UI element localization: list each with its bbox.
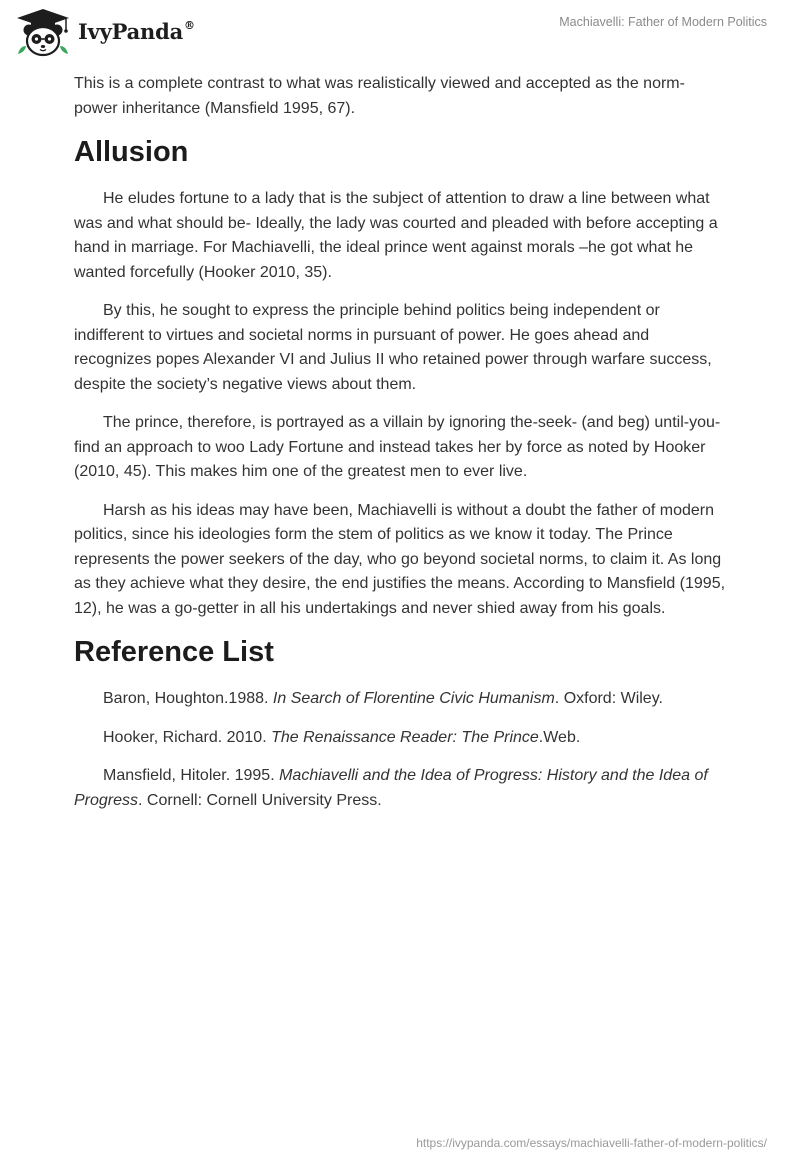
reference-entry: Hooker, Richard. 2010. The Renaissance Reader: The Prince.Web. [103, 728, 581, 746]
body-paragraph: Harsh as his ideas may have been, Machiavelli is without a doubt the father of modern politics, since his ideologies form the stem of politics as we know it today. The Prince represents the power seekers of the day, who go beyond societal norms, to claim it. As long as they achieve what they desire, the end justifies the means. According to Mansfield (1995, 12), he was a go-getter in all his undertakings and never shied away from his goals. [74, 501, 726, 617]
reference-entry: Baron, Houghton.1988. In Search of Florentine Civic Humanism. Oxford: Wiley. [103, 690, 663, 707]
essay-content [74, 72, 726, 827]
brand-name[interactable]: IvyPanda® [78, 19, 195, 44]
body-paragraph: He eludes fortune to a lady that is the subject of attention to draw a line between what was and what should be- Ideally, the lady was courted and pleaded with before accepting a hand in marriage. For Machiavelli, the ideal prince went against morals –he got what he wanted forcefully (Hooker 2010, 35). [74, 190, 718, 281]
intro-paragraph: This is a complete contrast to what was realistically viewed and accepted as the norm- power inheritance (Mansfield 1995, 67). [74, 75, 685, 117]
reference-title: In Search of Florentine Civic Humanism [272, 690, 555, 707]
body-paragraph: The prince, therefore, is portrayed as a villain by ignoring the-seek- (and beg) until-you- find an approach to woo Lady Fortune and instead takes her by force as noted by Hooker (2010, 45). This makes him one of the greatest men to ever live. [74, 414, 721, 480]
reference-title: The Renaissance Reader: The Prince [271, 728, 539, 746]
reference-entry: Mansfield, Hitoler. 1995. Machiavelli and the Idea of Progress: History and the Idea of Progress. Cornell: Cornell University Press. [74, 767, 708, 809]
reference-title: Machiavelli and the Idea of Progress: History and the Idea of Progress [74, 767, 708, 809]
panda-graduate-icon[interactable] [14, 8, 72, 58]
body-paragraph: By this, he sought to express the principle behind politics being independent or indifferent to virtues and societal norms in pursuant of power. He goes ahead and recognizes popes Alexander VI and Julius II who retained power through warfare success, despite the society’s negative views about them. [74, 302, 712, 393]
document-title: Machiavelli: Father of Modern Politics [559, 15, 767, 29]
source-url[interactable]: https://ivypanda.com/essays/machiavelli-father-of-modern-politics/ [416, 1136, 767, 1150]
allusion-heading: Allusion [74, 136, 189, 168]
page-header [0, 0, 800, 68]
reference-list-heading: Reference List [74, 636, 274, 668]
